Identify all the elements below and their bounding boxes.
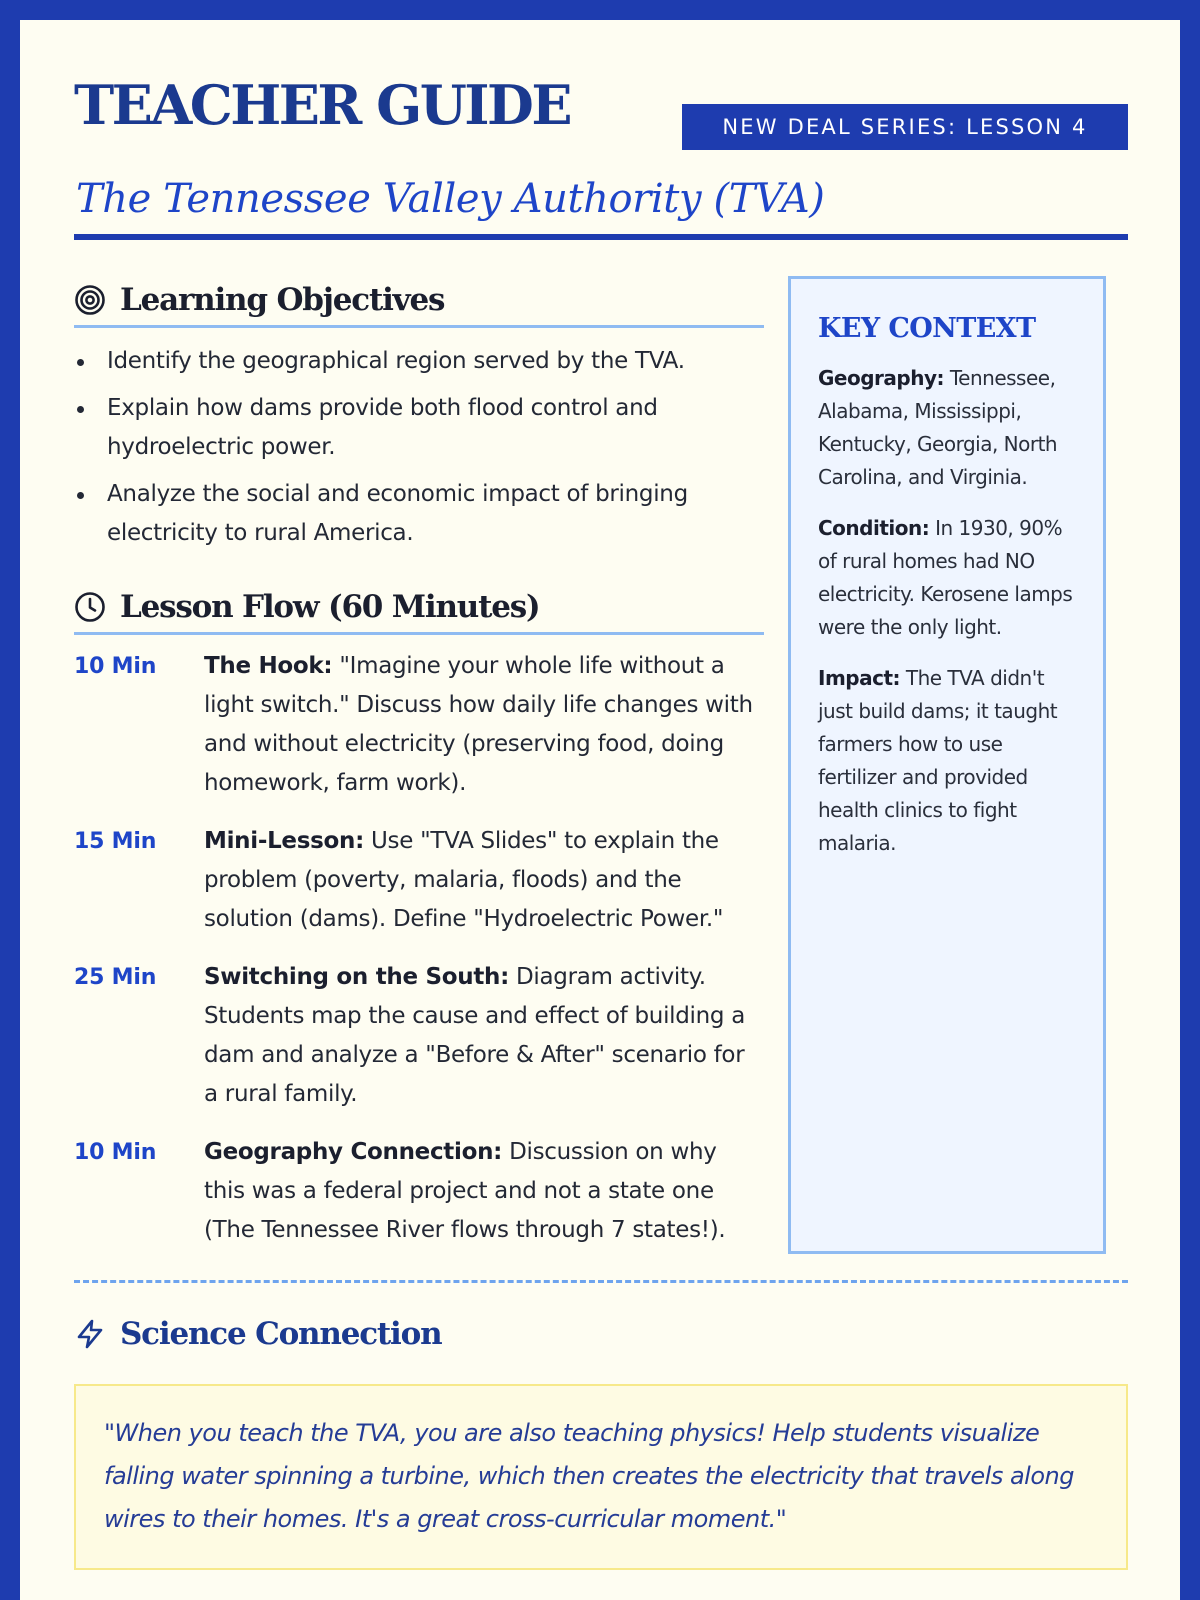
section-divider <box>74 1280 1128 1283</box>
science-quote: "When you teach the TVA, you are also teaching physics! Help students visualize falling water spinning a turbine, which then creates the electricity that travels along wires to their homes. It's a great cross-curricular moment." <box>104 1419 1074 1533</box>
lesson-badge: NEW DEAL SERIES: LESSON 4 <box>682 104 1128 150</box>
context-label: Geography: <box>818 366 944 390</box>
list-item: Analyze the social and economic impact of bringing electricity to rural America. <box>74 475 764 553</box>
teacher-guide-page <box>20 20 1180 1600</box>
context-entry <box>818 512 1077 644</box>
context-label: Condition: <box>818 516 930 540</box>
objectives-heading <box>74 276 764 328</box>
step-title: Switching on the South: <box>204 964 509 990</box>
science-heading <box>74 1316 441 1352</box>
objectives-list <box>74 342 764 553</box>
lesson-step <box>74 822 764 939</box>
science-heading-label: Science Connection <box>120 1316 442 1352</box>
lesson-step <box>74 958 764 1114</box>
page-title: TEACHER GUIDE <box>74 73 571 137</box>
lightning-icon <box>74 1318 106 1350</box>
list-item: Identify the geographical region served by the TVA. <box>74 342 764 381</box>
step-description <box>204 958 764 1114</box>
step-duration: 10 Min <box>74 1140 157 1165</box>
list-item: Explain how dams provide both flood control and hydroelectric power. <box>74 389 764 467</box>
lesson-step <box>74 647 764 803</box>
main-column <box>74 276 764 1269</box>
step-duration: 15 Min <box>74 829 157 854</box>
clock-icon <box>74 591 106 623</box>
step-title: Mini-Lesson: <box>204 828 364 854</box>
context-text: Tennessee, Alabama, Mississippi, Kentucky, Georgia, North Carolina, and Virginia. <box>818 366 1058 489</box>
page-subtitle: The Tennessee Valley Authority (TVA) <box>76 176 825 222</box>
context-text: In 1930, 90% of rural homes had NO electricity. Kerosene lamps were the only light. <box>818 516 1073 639</box>
context-entry <box>818 662 1077 860</box>
header-divider <box>74 234 1128 240</box>
step-duration: 10 Min <box>74 654 157 679</box>
context-label: Impact: <box>818 666 901 690</box>
step-text: Discussion on why this was a federal project and not a state one (The Tennessee River flows through 7 states!). <box>204 1139 726 1243</box>
step-description <box>204 1133 764 1250</box>
step-description <box>204 822 764 939</box>
context-text: The TVA didn't just build dams; it taught farmers how to use fertilizer and provided health clinics to fight malaria. <box>818 666 1058 855</box>
key-context-panel <box>788 276 1106 1254</box>
objectives-heading-label: Learning Objectives <box>120 281 445 318</box>
step-text: "Imagine your whole life without a light switch." Discuss how daily life changes with and without electricity (preserving food, doing homework, farm work). <box>204 653 753 796</box>
step-text: Use "TVA Slides" to explain the problem (poverty, malaria, floods) and the solution (dams). Define "Hydroelectric Power." <box>204 828 724 932</box>
step-title: Geography Connection: <box>204 1139 503 1165</box>
step-title: The Hook: <box>204 653 333 679</box>
target-icon <box>74 284 106 316</box>
step-description <box>204 647 764 803</box>
key-context-heading: KEY CONTEXT <box>818 313 1036 344</box>
lesson-flow-list <box>74 647 764 1250</box>
context-entry <box>818 362 1077 494</box>
lesson-flow-heading-label: Lesson Flow (60 Minutes) <box>120 588 540 625</box>
lesson-step <box>74 1133 764 1250</box>
step-duration: 25 Min <box>74 965 157 990</box>
science-quote-box <box>74 1384 1128 1570</box>
step-text: Diagram activity. Students map the cause and effect of building a dam and analyze a "Before & After" scenario for a rural family. <box>204 964 746 1107</box>
lesson-flow-heading <box>74 583 764 635</box>
